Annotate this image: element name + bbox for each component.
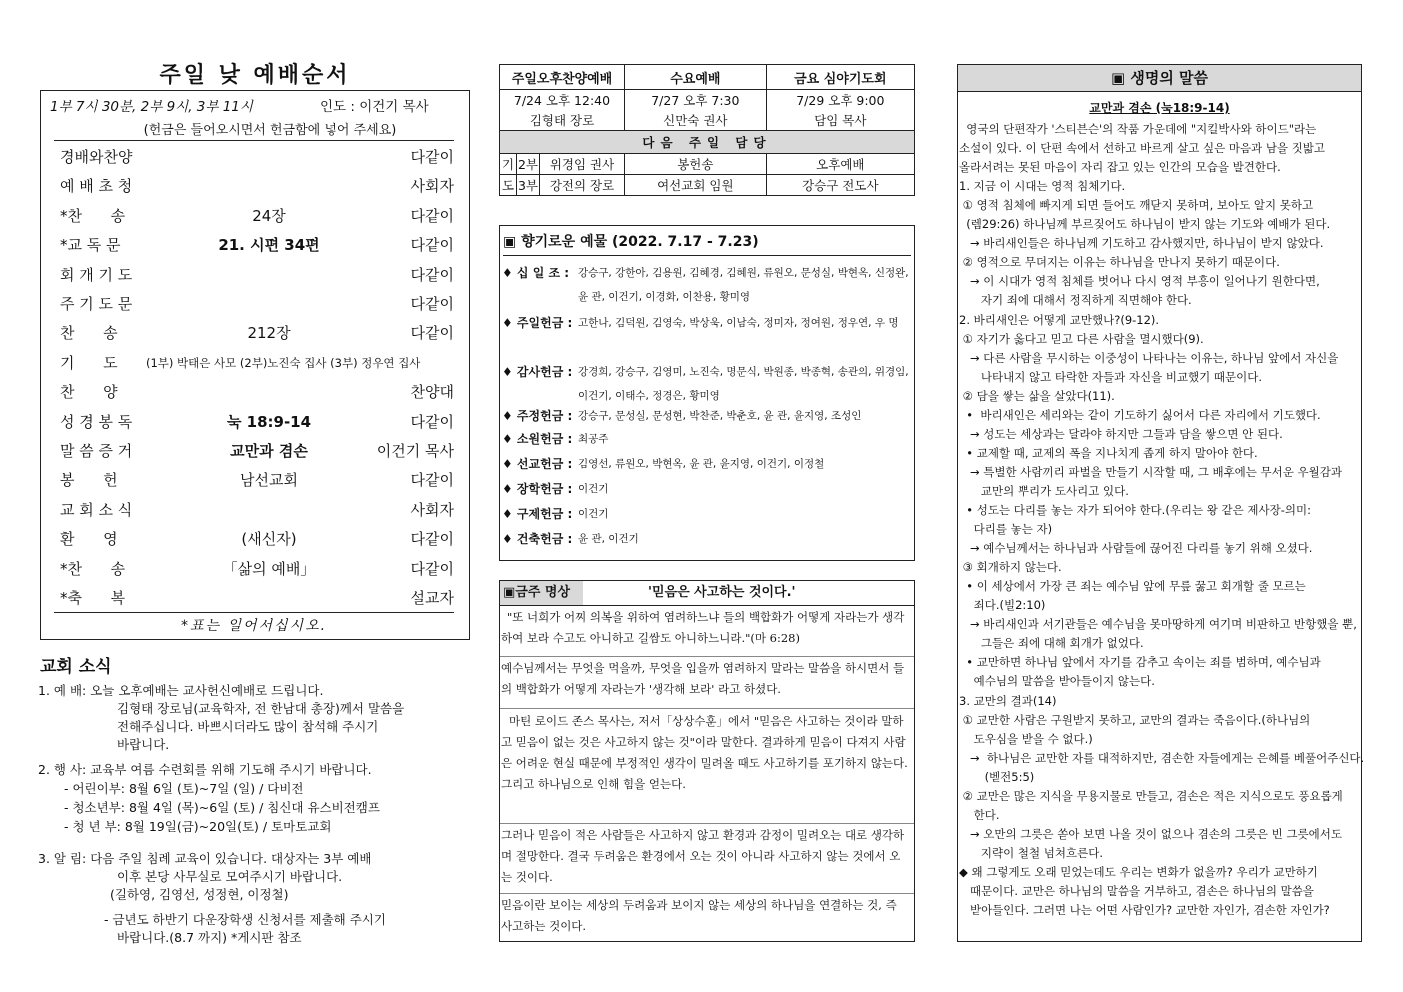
offering-names: 김영선, 류원오, 박현옥, 윤 관, 윤지영, 이건기, 이정철 [578,458,825,470]
sermon-line: ① 영적 침체에 빠지게 되면 들어도 깨닫지 못하며, 보아도 알지 못하고 [959,198,1314,213]
offering-song-person: 여선교회 임원 [625,175,767,196]
order-by: 사회자 [410,500,454,519]
order-item: 찬 양 [60,383,118,402]
pm-service-person: 강승구 전도사 [766,175,914,196]
order-item: *찬 송 [60,206,126,225]
offering-type: ♦ 선교헌금 : [502,457,573,471]
sermon-line: 때문이다. 교만은 하나님의 말씀을 거부하고, 겸손은 하나님의 말씀을 [959,884,1314,898]
order-content: 212장 [247,324,291,343]
offering-type: ♦ 십 일 조 : [502,266,570,280]
order-item: 경배와찬양 [60,148,133,166]
order-content: 눅 18:9-14 [226,412,312,431]
news-line: - 청 년 부: 8월 19일(금)~20일(토) / 토마토교회 [64,819,332,834]
offering-type: ♦ 장학헌금 : [502,482,573,496]
offering-names: 강경희, 강승구, 김영미, 노진숙, 명문식, 박원종, 박종혁, 송관의, 위경임, 이건기, 이태수, 정경은, 황미영 [578,366,909,402]
service-order-row [54,496,454,525]
offering-type: ♦ 구제헌금 : [502,507,573,521]
news-line: 바랍니다. [117,737,170,752]
news-title: 교회 소식 [40,657,112,677]
schedule-date: 7/29 오후 9:00 [766,90,914,111]
schedule-header: 금요 심야기도회 [766,65,914,90]
sermon-line: ② 교만은 많은 지식을 무용지물로 만들고, 겸손은 적은 지식으로도 풍요롭게 [959,788,1343,803]
meditation-paragraph: 그러나 믿음이 적은 사람들은 사고하지 않고 환경과 감정이 밀려오는 대로 생각하며 절망한다. 결국 두려움은 환경에서 오는 것이 아니라 사고하지 않는 것에서 오는 것이다. [501,828,905,884]
order-by: 다같이 [410,295,454,313]
order-by: 다같이 [410,265,454,284]
news-line: 2. 행 사: 교육부 여름 수련회를 위해 기도해 주시기 바랍니다. [38,762,372,777]
sermon-line: 교만의 뿌리가 도사리고 있다. [959,483,1129,498]
service-times [50,95,460,115]
news-line: 이후 본당 사무실로 모여주시기 바랍니다. [117,869,343,884]
sermon-line: ① 자기가 옳다고 믿고 다른 사람을 멸시했다(9). [959,331,1204,346]
order-item: *교 독 문 [60,236,121,255]
sermon-line: → 바리새인들은 하나님께 기도하고 감사했지만, 하나님이 받지 않았다. [959,236,1324,251]
sermon-line: → 다른 사람을 무시하는 이중성이 나타나는 이유는, 하나님 앞에서 자신을 [959,350,1339,365]
divider [500,656,914,657]
service-order-row [54,555,454,584]
meditation-label: ▣금주 명상 [500,581,583,605]
sermon-line: 한다. [959,807,1000,822]
sermon-line: 예수님의 말씀을 받아들이지 않는다. [959,674,1155,689]
service-order-row [54,319,454,348]
offering-type: ♦ 건축헌금 : [502,532,573,546]
sermon-line: → 성도는 세상과는 달라야 하지만 그들과 담을 쌓으면 안 된다. [959,426,1283,441]
sermon-line: 영국의 단편작가 '스티븐슨'의 작품 가운데에 "지킬박사와 하이드"라는 [959,122,1317,136]
order-content: 21. 시편 34편 [218,236,320,255]
order-by: 설교자 [410,589,454,607]
service-order-row [54,349,454,378]
sermon-line: 1. 지금 이 시대는 영적 침체기다. [959,179,1126,194]
offerings-title: ▣ 향기로운 예물 (2022. 7.17 - 7.23) [503,229,911,256]
news-line: 3. 알 림: 다음 주일 침례 교육이 있습니다. 대상자는 3부 예배 [38,851,372,866]
sermon-line: ② 영적으로 무뎌지는 이유는 하나님을 만나지 못하기 때문이다. [959,255,1280,270]
meditation-paragraph: "또 너희가 어찌 의복을 위하여 염려하느냐 들의 백합화가 어떻게 자라는가 생각하여 보라 수고도 아니하고 길쌈도 아니하느니라."(마 6:28) [501,610,905,645]
service-part: 3부 [517,175,540,196]
order-item: 봉 헌 [60,471,118,490]
sermon-line: → 예수님께서는 하나님과 사람들에 끊어진 다리를 놓기 위해 오셨다. [959,541,1313,556]
order-by: 다같이 [410,236,454,255]
divider [500,708,914,709]
offering-type: ♦ 주정헌금 : [502,409,573,423]
prayer-label: 기 [500,154,517,175]
offering-names: 강승구, 강한아, 김용원, 김혜경, 김혜원, 류원오, 문성실, 박현옥, 신정완, 윤 관, 이건기, 이경화, 이찬용, 황미영 [578,267,909,303]
sermon-line: → 특별한 사람끼리 파벌을 만들기 시작할 때, 그 배후에는 무서운 우월감과 [959,464,1342,479]
prayer-person: 강전의 장로 [540,175,625,196]
offering-type: ♦ 소원헌금 : [502,432,573,446]
sermon-line: 지략이 철철 넘쳐흐른다. [959,845,1103,860]
sermon-line: 올라서려는 못된 마음이 자리 잡고 있는 인간의 모습을 발견한다. [959,160,1281,175]
order-item: 성 경 봉 독 [60,412,133,431]
sermon-line: (벧전5:5) [959,769,1035,784]
news-line: 1. 예 배: 오늘 오후예배는 교사헌신예배로 드립니다. [38,683,324,698]
sermon-subtitle: 교만과 겸손 (눅18:9-14) [1089,101,1230,115]
service-title: 주일 낮 예배순서 [159,63,351,88]
service-order-row [54,466,454,495]
service-order-row [54,172,454,201]
schedule-person: 담임 목사 [766,110,914,131]
offering-song-header: 봉헌송 [625,154,767,175]
sermon-line: 받아들인다. 그러면 나는 어떤 사람인가? 교만한 자인가, 겸손한 자인가? [959,903,1330,918]
order-content: (새신자) [241,530,297,549]
divider [54,612,454,613]
sermon-line: • 성도는 다리를 놓는 자가 되어야 한다.(우리는 왕 같은 제사장-의미: [959,503,1311,517]
service-order-row [54,525,454,554]
sermon-line: ① 교만한 사람은 구원받지 못하고, 교만의 결과는 죽음이다.(하나님의 [959,712,1311,727]
stand-note: *표는 일어서십시오. [180,618,328,634]
order-item: 찬 송 [60,324,118,343]
sermon-line: → 하나님은 교만한 자를 대적하지만, 겸손한 자들에게는 은혜를 베풀어주신다. [959,750,1365,765]
sermon-line: 나타내지 않고 타락한 자들과 자신을 비교했기 때문이다. [959,369,1263,384]
sermon-line: 그들은 죄에 대해 회개가 없었다. [959,636,1144,651]
order-by: 다같이 [410,148,454,166]
meditation-paragraph: 예수님께서는 무엇을 먹을까, 무엇을 입을까 염려하지 말라는 말씀을 하시면서 들의 백합화가 어떻게 자라는가 '생각해 보라' 라고 하셨다. [501,661,905,696]
order-by: 이건기 목사 [376,442,454,460]
service-leader: 인도 : 이건기 목사 [320,99,429,115]
schedule-date: 7/24 오후 12:40 [500,90,625,111]
sermon-line: 도우심을 받을 수 없다.) [959,731,1093,746]
meditation-title: '믿음은 사고하는 것이다.' [648,585,796,600]
service-time-text: 1부 7시 30분, 2부 9시, 3부 11시 [50,99,253,115]
service-order-row [54,437,454,466]
news-line: - 금년도 하반기 다운장학생 신청서를 제출해 주시기 [104,912,386,927]
sermon-line: • 바리새인은 세리와는 같이 기도하기 싫어서 다른 자리에서 기도했다. [959,407,1321,422]
sermon-line: 2. 바리새인은 어떻게 교만했나?(9-12). [959,312,1160,327]
pm-service-header: 오후예배 [766,154,914,175]
sermon-line: → 바리새인과 서기관들은 예수님을 못마땅하게 여기며 비판하고 반항했을 뿐, [959,617,1357,632]
order-content: 남선교회 [240,471,298,490]
sermon-line: • 교제할 때, 교제의 폭을 지나치게 좁게 하지 말아야 한다. [959,445,1258,460]
news-line: 전해주십니다. 바쁘시더라도 많이 참석해 주시기 [117,719,379,734]
order-item: 주 기 도 문 [60,295,133,313]
order-item: 교 회 소 식 [60,500,133,519]
sermon-line: 다리를 놓는 자) [959,522,1053,537]
order-content: (1부) 박태은 사모 (2부)노진숙 집사 (3부) 정우연 집사 [146,355,421,370]
sermon-line: • 이 세상에서 가장 큰 죄는 예수님 앞에 무릎 꿇고 회개할 줄 모르는 [959,579,1306,594]
order-item: 말 씀 증 거 [60,442,133,460]
order-by: 다같이 [410,412,454,431]
service-order-row [54,290,454,319]
order-content: 24장 [252,206,286,225]
offering-names: 이건기 [578,508,609,520]
sermon-line: 소설이 있다. 이 단편 속에서 선하고 바르게 살고 싶은 마음과 남을 짓밟고 [959,141,1326,156]
offering-note: (헌금은 들어오시면서 헌금함에 넣어 주세요) [143,123,397,138]
sermon-line: • 교만하면 하나님 앞에서 자기를 감추고 속이는 죄를 범하며, 예수님과 [959,655,1321,670]
order-item: 환 영 [60,530,118,549]
offering-names: 윤 관, 이건기 [578,533,639,545]
service-order-row [54,378,454,407]
order-by: 다같이 [410,206,454,225]
sermon-line: 3. 교만의 결과(14) [959,693,1057,708]
sermon-line: 죄다.(빌2:10) [959,598,1046,613]
sermon-header: ▣ 생명의 말씀 [958,65,1361,92]
next-week-header: 다음 주일 담당 [500,131,915,154]
order-by: 다같이 [410,324,454,343]
sermon-line: → 오만의 그릇은 쏟아 보면 나올 것이 없으나 겸손의 그릇은 빈 그릇에서도 [959,826,1342,841]
divider [500,823,914,824]
sermon-line: ◆ 왜 그렇게도 오래 믿었는데도 우리는 변화가 없을까? 우리가 교만하기 [959,864,1318,879]
offering-names: 강승구, 문성실, 문성현, 박찬준, 박춘호, 윤 관, 윤지영, 조성인 [578,410,862,422]
offering-names: 고한나, 김덕원, 김영숙, 박상욱, 이남숙, 정미자, 정여원, 정우연, 우 명 [578,317,899,329]
service-order-row [54,231,454,260]
service-order-row [54,143,454,172]
sermon-line: ② 담을 쌓는 삶을 살았다(11). [959,388,1115,403]
service-order-row [54,261,454,290]
order-item: 회 개 기 도 [60,265,133,284]
schedule-header: 주일오후찬양예배 [500,65,625,90]
news-line: 김형태 장로님(교육학자, 전 한남대 총장)께서 말씀을 [117,701,405,716]
divider [500,893,914,894]
service-order-row [54,202,454,231]
divider [54,140,454,141]
offering-type: ♦ 감사헌금 : [502,365,573,379]
sermon-line: ③ 회개하지 않는다. [959,560,1062,575]
news-line: - 어린이부: 8월 6일 (토)~7일 (일) / 다비전 [64,781,304,796]
order-item: *찬 송 [60,559,126,578]
news-line: (길하영, 김영선, 성정현, 이정철) [110,887,289,902]
schedule-person: 신만숙 권사 [625,110,767,131]
schedule-person: 김형태 장로 [500,110,625,131]
sermon-line: → 이 시대가 영적 침체를 벗어나 다시 영적 부흥이 일어나기 원한다면, [959,274,1320,289]
order-by: 다같이 [410,530,454,549]
order-item: *축 복 [60,589,126,607]
prayer-person: 위경임 권사 [540,154,625,175]
schedule-table [499,64,915,196]
sermon-line: 자기 죄에 대해서 정직하게 직면해야 한다. [959,293,1192,308]
order-item: 예 배 초 청 [60,177,133,196]
offering-names: 최공주 [578,433,609,445]
order-by: 찬양대 [410,383,454,402]
order-by: 다같이 [410,559,454,578]
order-item: 기 도 [60,353,118,372]
sermon-line: (렘29:26) 하나님께 부르짖어도 하나님이 받지 않는 기도와 예배가 된다. [959,217,1331,232]
offering-names: 이건기 [578,483,609,495]
meditation-paragraph: 믿음이란 보이는 세상의 두려움과 보이지 않는 세상의 하나님을 연결하는 것, 즉 사고하는 것이다. [501,898,897,933]
schedule-header: 수요예배 [625,65,767,90]
service-part: 2부 [517,154,540,175]
schedule-date: 7/27 오후 7:30 [625,90,767,111]
service-order-row [54,408,454,437]
offering-type: ♦ 주일헌금 : [502,316,573,330]
news-line: - 청소년부: 8월 4일 (목)~6일 (토) / 침신대 유스비전캠프 [64,800,380,815]
meditation-header [500,581,914,606]
news-line: 바랍니다.(8.7 까지) *게시판 참조 [117,930,302,945]
order-by: 다같이 [410,471,454,490]
order-by: 사회자 [410,177,454,196]
meditation-paragraph: 마틴 로이드 존스 목사는, 저서「상상수훈」에서 "믿음은 사고하는 것이라 말하고 믿음이 없는 것은 사고하지 않는 것"이라 말한다. 결과하게 믿음이 다져지 사람은 어려운 현실 때문에 부정적인 생각이 밀려올 때도 사고하기를 포기하지 않는다. 그리고 하나님으로 인해 힘을 얻는다. [501,714,908,791]
order-content: 「삶의 예배」 [222,559,316,578]
service-order-row [54,584,454,613]
order-content: 교만과 겸손 [230,442,308,460]
prayer-label: 도 [500,175,517,196]
